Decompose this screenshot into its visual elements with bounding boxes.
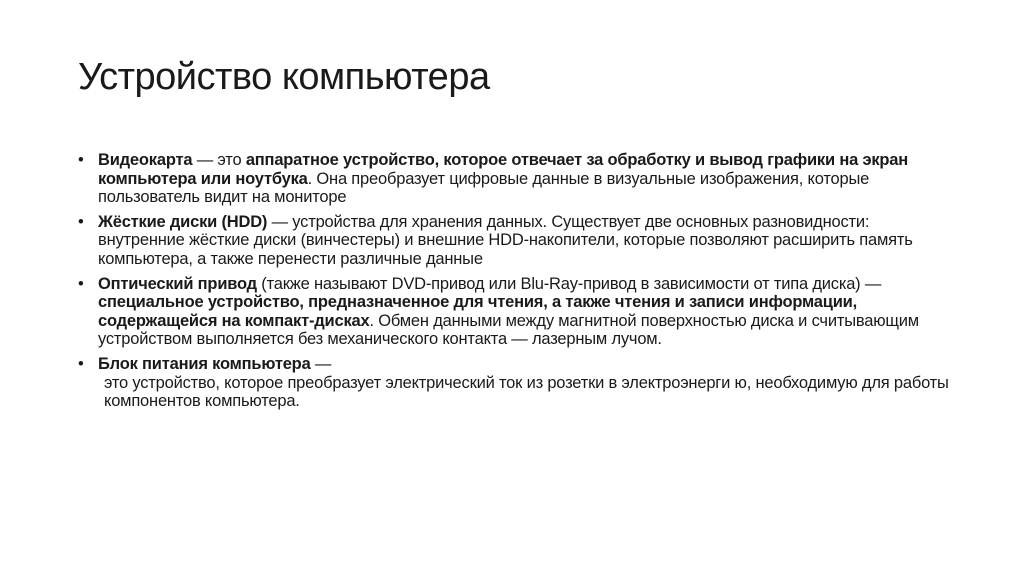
- bullet-item-power-supply: [78, 355, 958, 411]
- bullet-term: Блок питания компьютера: [98, 354, 311, 373]
- slide-title: Устройство компьютера: [78, 56, 490, 98]
- bullet-text-part: . Обмен данными между магнитной поверхностью диска и считывающим устройством выполняется без механического контакта — лазерным лучом.: [98, 311, 919, 349]
- bullet-marker: •: [78, 151, 84, 169]
- bullet-text: [98, 275, 919, 349]
- bullet-list: [78, 151, 958, 417]
- bullet-text-part: — устройства для хранения данных. Существует две основных разновидности: внутренние жёсткие диски (винчестеры) и внешние HDD-накопители, которые позволяют расширить память компьютера, а также перенести различные данные: [98, 212, 913, 268]
- bullet-text-part: это устройство, которое преобразует электрический ток из розетки в электроэнерги ю, необходимую для работы компонентов компьютера.: [104, 373, 949, 411]
- bullet-text: [98, 151, 908, 206]
- bullet-text-part: . Она преобразует цифровые данные в визуальные изображения, которые пользователь видит на мониторе: [98, 169, 870, 207]
- bullet-marker: •: [78, 354, 84, 373]
- bullet-item-optical-drive: [78, 275, 958, 349]
- bullet-item-hdd: [78, 213, 958, 269]
- bullet-text-part: — это: [192, 151, 246, 169]
- bullet-text-part: —: [310, 354, 332, 373]
- bullet-term: Оптический привод: [98, 274, 257, 293]
- bullet-term: Жёсткие диски (HDD): [98, 212, 268, 231]
- bullet-bold-part: аппаратное устройство, которое отвечает за обработку и вывод графики на экран компьютера или ноутбука: [98, 151, 909, 188]
- bullet-text: [98, 213, 913, 268]
- bullet-term: Видеокарта: [98, 151, 193, 169]
- bullet-text-part: (также называют DVD-привод или Blu-Ray-привод в зависимости от типа диска) —: [256, 274, 882, 293]
- bullet-marker: •: [78, 274, 84, 293]
- bullet-marker: •: [78, 212, 84, 231]
- bullet-item-videocard: [78, 151, 958, 207]
- bullet-text: [98, 355, 958, 411]
- bullet-bold-part: специальное устройство, предназначенное для чтения, а также чтения и записи информации, содержащейся на компакт-дисках: [98, 293, 858, 330]
